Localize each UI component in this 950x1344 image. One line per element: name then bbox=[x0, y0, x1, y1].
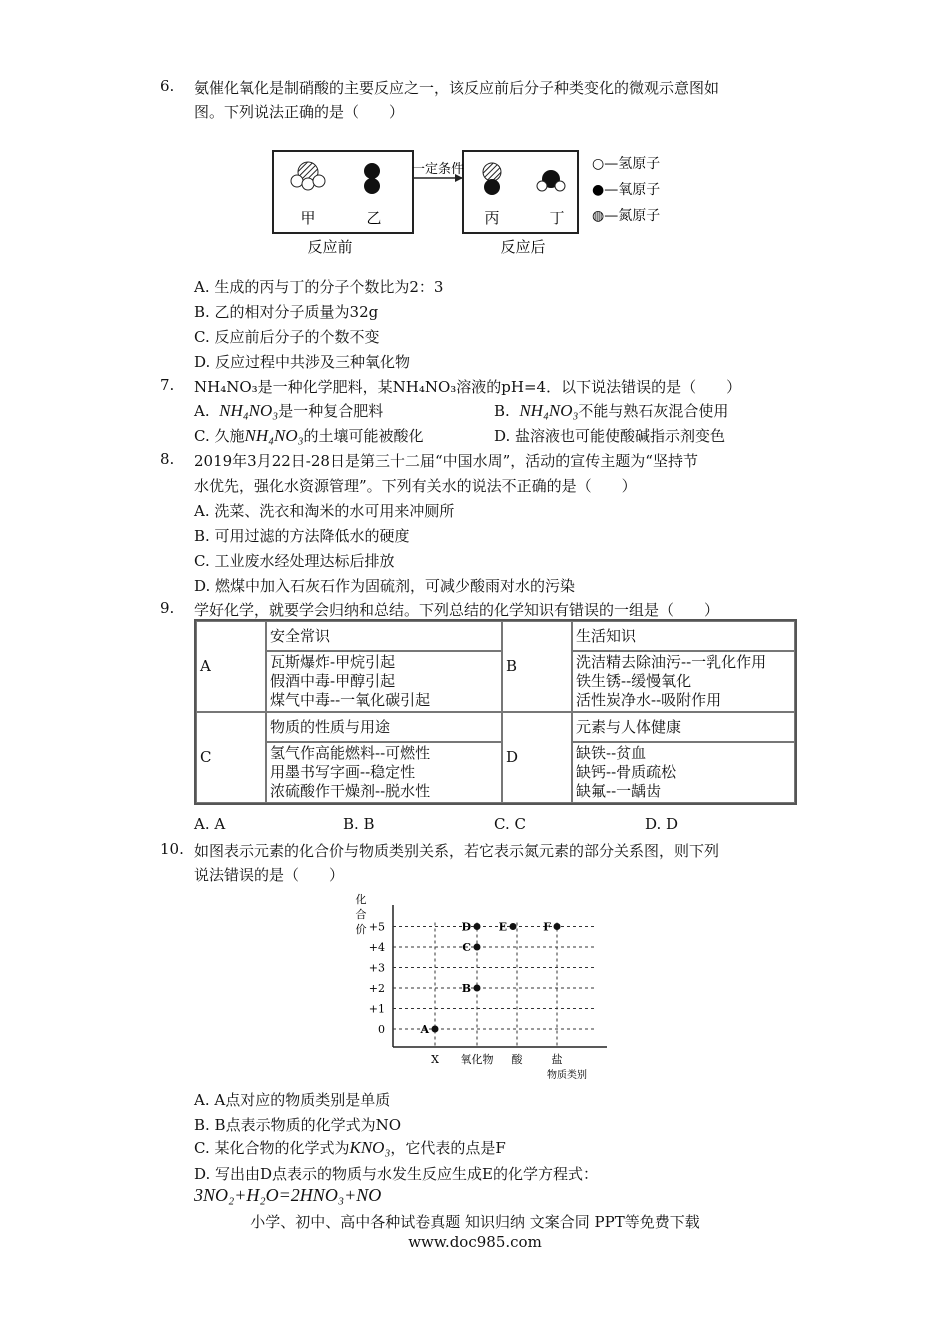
q8-number: 8. bbox=[160, 450, 175, 468]
q6-stem-line2: 图。下列说法正确的是（ ） bbox=[194, 103, 405, 121]
q7-number: 7. bbox=[160, 376, 175, 394]
q6-stem-line1: 氨催化氧化是制硝酸的主要反应之一，该反应前后分子种类变化的微观示意图如 bbox=[194, 79, 720, 97]
q10-number: 10. bbox=[160, 840, 184, 858]
cell-b-content: 洗洁精去除油污--一乳化作用 铁生锈--缓慢氧化 活性炭净水--吸附作用 bbox=[572, 651, 795, 712]
point-label-e: E bbox=[498, 920, 507, 934]
q8-option-b: B. 可用过滤的方法降低水的硬度 bbox=[194, 527, 410, 545]
y-tick-label: +4 bbox=[368, 941, 385, 954]
footer-url: www.doc985.com bbox=[408, 1233, 542, 1251]
q9-option-a: A. A bbox=[194, 815, 226, 833]
q9-number: 9. bbox=[160, 599, 175, 617]
q10-option-a: A. A点对应的物质类别是单质 bbox=[194, 1091, 391, 1109]
reaction-diagram bbox=[270, 148, 690, 264]
point-b bbox=[474, 985, 481, 992]
q10-stem-line1: 如图表示元素的化合价与物质类别关系，若它表示氮元素的部分关系图，则下列 bbox=[194, 842, 720, 860]
point-d bbox=[474, 923, 481, 930]
nh3-molecule bbox=[291, 162, 325, 190]
q8-option-a: A. 洗菜、洗衣和淘米的水可用来冲厕所 bbox=[194, 502, 455, 520]
label-bing: 丙 bbox=[484, 209, 500, 227]
before-box bbox=[273, 151, 413, 233]
q10-equation: 3NO₂+H₂O=2HNO₃+NO bbox=[194, 1185, 382, 1205]
x-axis-label: 物质类别 bbox=[547, 1070, 587, 1080]
q9-stem: 学好化学，就要学会归纳和总结。下列总结的化学知识有错误的一组是（ ） bbox=[194, 601, 720, 619]
no-molecule bbox=[483, 163, 501, 195]
q10-option-b: B. B点表示物质的化学式为NO bbox=[194, 1116, 402, 1134]
point-label-f: F bbox=[543, 920, 551, 934]
q7-option-d: D. 盐溶液也可能使酸碱指示剂变色 bbox=[494, 427, 726, 445]
y-tick-label: +3 bbox=[368, 961, 385, 975]
q9-option-d: D. D bbox=[645, 815, 679, 833]
label-jia: 甲 bbox=[300, 209, 316, 227]
label-ding: 丁 bbox=[549, 209, 565, 227]
cell-a-label: A bbox=[196, 621, 266, 712]
y-tick-label: +1 bbox=[368, 1002, 385, 1016]
x-tick-label: 酸 bbox=[511, 1053, 523, 1066]
q9-table bbox=[194, 619, 797, 805]
q8-option-d: D. 燃煤中加入石灰石作为固硫剂，可减少酸雨对水的污染 bbox=[194, 577, 576, 595]
cell-a-title: 安全常识 bbox=[266, 621, 502, 651]
q8-stem-line2: 水优先，强化水资源管理”。下列有关水的说法不正确的是（ ） bbox=[194, 477, 637, 495]
cell-d-title: 元素与人体健康 bbox=[572, 712, 795, 742]
point-e bbox=[510, 923, 517, 930]
cell-b-label: B bbox=[502, 621, 572, 712]
h2o-molecule bbox=[537, 170, 565, 191]
cell-c-title: 物质的性质与用途 bbox=[266, 712, 502, 742]
before-label: 反应前 bbox=[307, 238, 353, 256]
footer-ad: 小学、初中、高中各种试卷真题 知识归纳 文案合同 PPT等免费下载 bbox=[250, 1213, 700, 1231]
q6-number: 6. bbox=[160, 77, 175, 95]
q9-option-b: B. B bbox=[343, 815, 375, 833]
q8-option-c: C. 工业废水经处理达标后排放 bbox=[194, 552, 395, 570]
cell-a-content: 瓦斯爆炸-甲烷引起 假酒中毒-甲醇引起 煤气中毒--一氧化碳引起 bbox=[266, 651, 502, 712]
y-axis-label: 价 bbox=[355, 923, 367, 936]
legend-h: ○—氢原子 bbox=[592, 156, 661, 172]
q6-option-a: A. 生成的丙与丁的分子个数比为2：3 bbox=[194, 278, 444, 296]
y-tick-label: 0 bbox=[378, 1023, 385, 1036]
o2-molecule bbox=[364, 163, 380, 194]
point-label-b: B bbox=[461, 982, 471, 995]
q7-option-c: C. 久施NH₄NO₃的土壤可能被酸化 bbox=[194, 426, 424, 445]
q10-option-c: C. 某化合物的化学式为KNO₃，它代表的点是F bbox=[194, 1138, 506, 1157]
arrow-label: 一定条件 bbox=[411, 162, 465, 177]
point-label-a: A bbox=[420, 1023, 429, 1036]
legend-o: ●—氧原子 bbox=[592, 182, 661, 198]
q8-stem-line1: 2019年3月22日-28日是第三十二届“中国水周”，活动的宣传主题为“坚持节 bbox=[194, 452, 698, 470]
q6-option-b: B. 乙的相对分子质量为32g bbox=[194, 303, 379, 321]
y-axis-label: 合 bbox=[355, 908, 367, 921]
point-a bbox=[432, 1026, 439, 1033]
point-f bbox=[554, 923, 561, 930]
x-tick-label: X bbox=[431, 1053, 439, 1066]
after-label: 反应后 bbox=[500, 238, 546, 256]
q6-option-c: C. 反应前后分子的个数不变 bbox=[194, 328, 380, 346]
legend-n: ◍—氮原子 bbox=[592, 208, 661, 224]
y-tick-label: +2 bbox=[368, 982, 385, 995]
x-tick-label: 氧化物 bbox=[460, 1053, 494, 1066]
q9-option-c: C. C bbox=[494, 815, 526, 833]
q7-stem: NH₄NO₃是一种化学肥料，某NH₄NO₃溶液的pH=4．以下说法错误的是（ ） bbox=[194, 378, 742, 396]
point-label-c: C bbox=[462, 941, 471, 954]
q7-option-a: A. NH₄NO₃是一种复合肥料 bbox=[194, 401, 384, 420]
cell-d-content: 缺铁--贫血 缺钙--骨质疏松 缺氟--一龋齿 bbox=[572, 742, 795, 803]
x-tick-label: 盐 bbox=[551, 1053, 563, 1066]
y-tick-label: +5 bbox=[368, 920, 385, 934]
y-axis-label: 化 bbox=[355, 893, 367, 906]
cell-c-label: C bbox=[196, 712, 266, 803]
point-label-d: D bbox=[461, 920, 471, 934]
q10-stem-line2: 说法错误的是（ ） bbox=[194, 866, 345, 884]
label-yi: 乙 bbox=[366, 209, 382, 227]
q7-option-b: B. NH₄NO₃不能与熟石灰混合使用 bbox=[494, 401, 729, 420]
cell-b-title: 生活知识 bbox=[572, 621, 795, 651]
cell-d-label: D bbox=[502, 712, 572, 803]
cell-c-content: 氢气作高能燃料--可燃性 用墨书写字画--稳定性 浓硫酸作干燥剂--脱水性 bbox=[266, 742, 502, 803]
q10-option-d: D. 写出由D点表示的物质与水发生反应生成E的化学方程式： bbox=[194, 1165, 599, 1183]
q6-option-d: D. 反应过程中共涉及三种氧化物 bbox=[194, 353, 411, 371]
valence-chart bbox=[345, 885, 615, 1080]
point-c bbox=[474, 944, 481, 951]
